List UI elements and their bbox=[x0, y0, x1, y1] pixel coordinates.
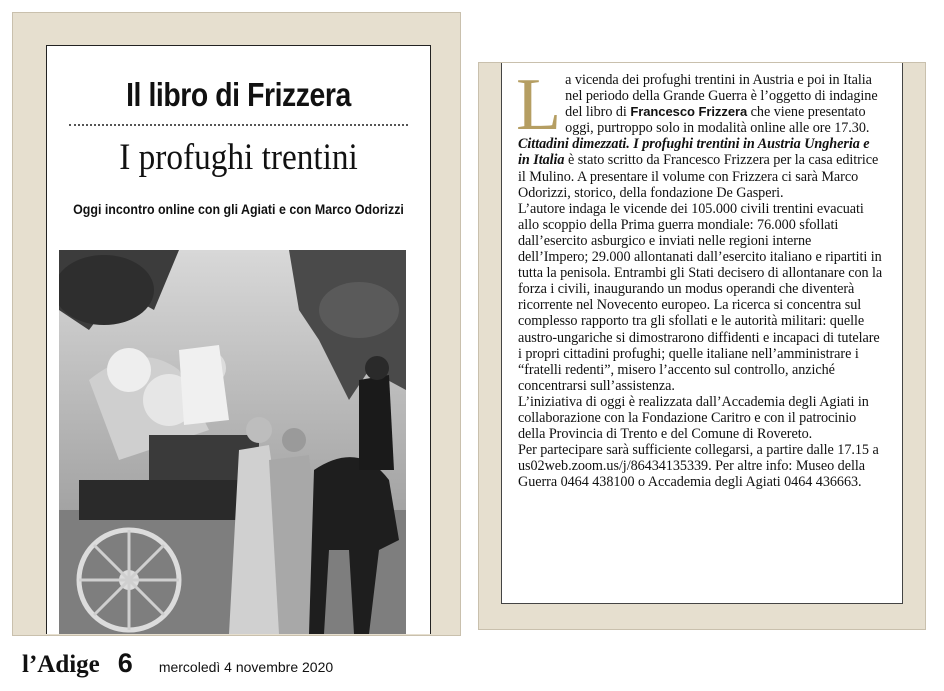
article-headline: I profughi trentini bbox=[119, 137, 358, 178]
newspaper-masthead: l’Adige bbox=[22, 651, 100, 678]
drop-cap: L bbox=[516, 64, 562, 146]
article-paragraph bbox=[516, 64, 884, 146]
left-article-panel bbox=[12, 12, 461, 636]
issue-date: mercoledì 4 novembre 2020 bbox=[158, 659, 334, 675]
article-body bbox=[516, 64, 884, 491]
paragraph-text: è stato scritto da Francesco Frizzera per la casa editrice il Mulino. A presentare il volume con Frizzera ci sarà Marco Odorizzi, storico, della fondazione De Gasperi. bbox=[518, 152, 879, 201]
page-footer bbox=[22, 648, 333, 678]
author-name: Francesco Frizzera bbox=[630, 104, 748, 120]
left-article-box bbox=[46, 45, 431, 634]
historical-photo bbox=[59, 250, 406, 634]
page-number: 6 bbox=[117, 648, 133, 678]
article-paragraph: Per partecipare sarà sufficiente collegarsi, a partire dalle 17.15 a us02web.zoom.us/j/86434135339. Per altre info: Museo della Guerra 0464 438100 o Accademia degli Agiati 0464 436663. bbox=[518, 442, 879, 491]
photo-illustration bbox=[59, 250, 406, 634]
dotted-divider bbox=[69, 124, 408, 126]
right-article-panel bbox=[478, 62, 926, 630]
paragraph-text: a vicenda dei profughi trentini in Austria e poi in Italia nel periodo della Grande Guerra è l’oggetto di indagine del libro di bbox=[565, 72, 878, 121]
article-kicker: Il libro di Frizzera bbox=[126, 76, 351, 113]
paragraph-text: che viene presentato oggi, purtroppo solo in modalità online alle ore 17.30. bbox=[565, 104, 870, 137]
right-article-column bbox=[501, 63, 903, 604]
book-title: Cittadini dimezzati. I profughi trentini in Austria Ungheria e in Italia bbox=[518, 136, 870, 169]
article-paragraph: L’autore indaga le vicende dei 105.000 civili trentini evacuati allo scoppio della Prima guerra mondiale: 76.000 sfollati dall’esercito asburgico e inviati nelle regioni interne dell’Impero; 29.000 allontanati dall’esercito italiano e ripartiti in tutta la penisola. Entrambi gli Stati decisero di allontanare con la forza i civili, inaugurando un modus operandi che diventerà ricorrente nel Novecento europeo. La ricerca si concentra sul complesso rapporto tra gli sfollati e le autorità militari: quelle austro-ungariche si dimostrarono diffidenti e incapaci di tutelare i propri cittadini profughi; quelle italiane nell’amministrare i “fratelli redenti”, misero l’accento sul controllo, anziché concentrarsi sull’assistenza. bbox=[518, 200, 883, 394]
article-paragraph: L’iniziativa di oggi è realizzata dall’Accademia degli Agiati in collaborazione con la Fondazione Caritro e con il patrocinio della Provincia di Trento e del Comune di Rovereto. bbox=[518, 393, 869, 443]
article-paragraph bbox=[518, 136, 884, 200]
article-subheadline: Oggi incontro online con gli Agiati e con Marco Odorizzi bbox=[73, 202, 404, 217]
